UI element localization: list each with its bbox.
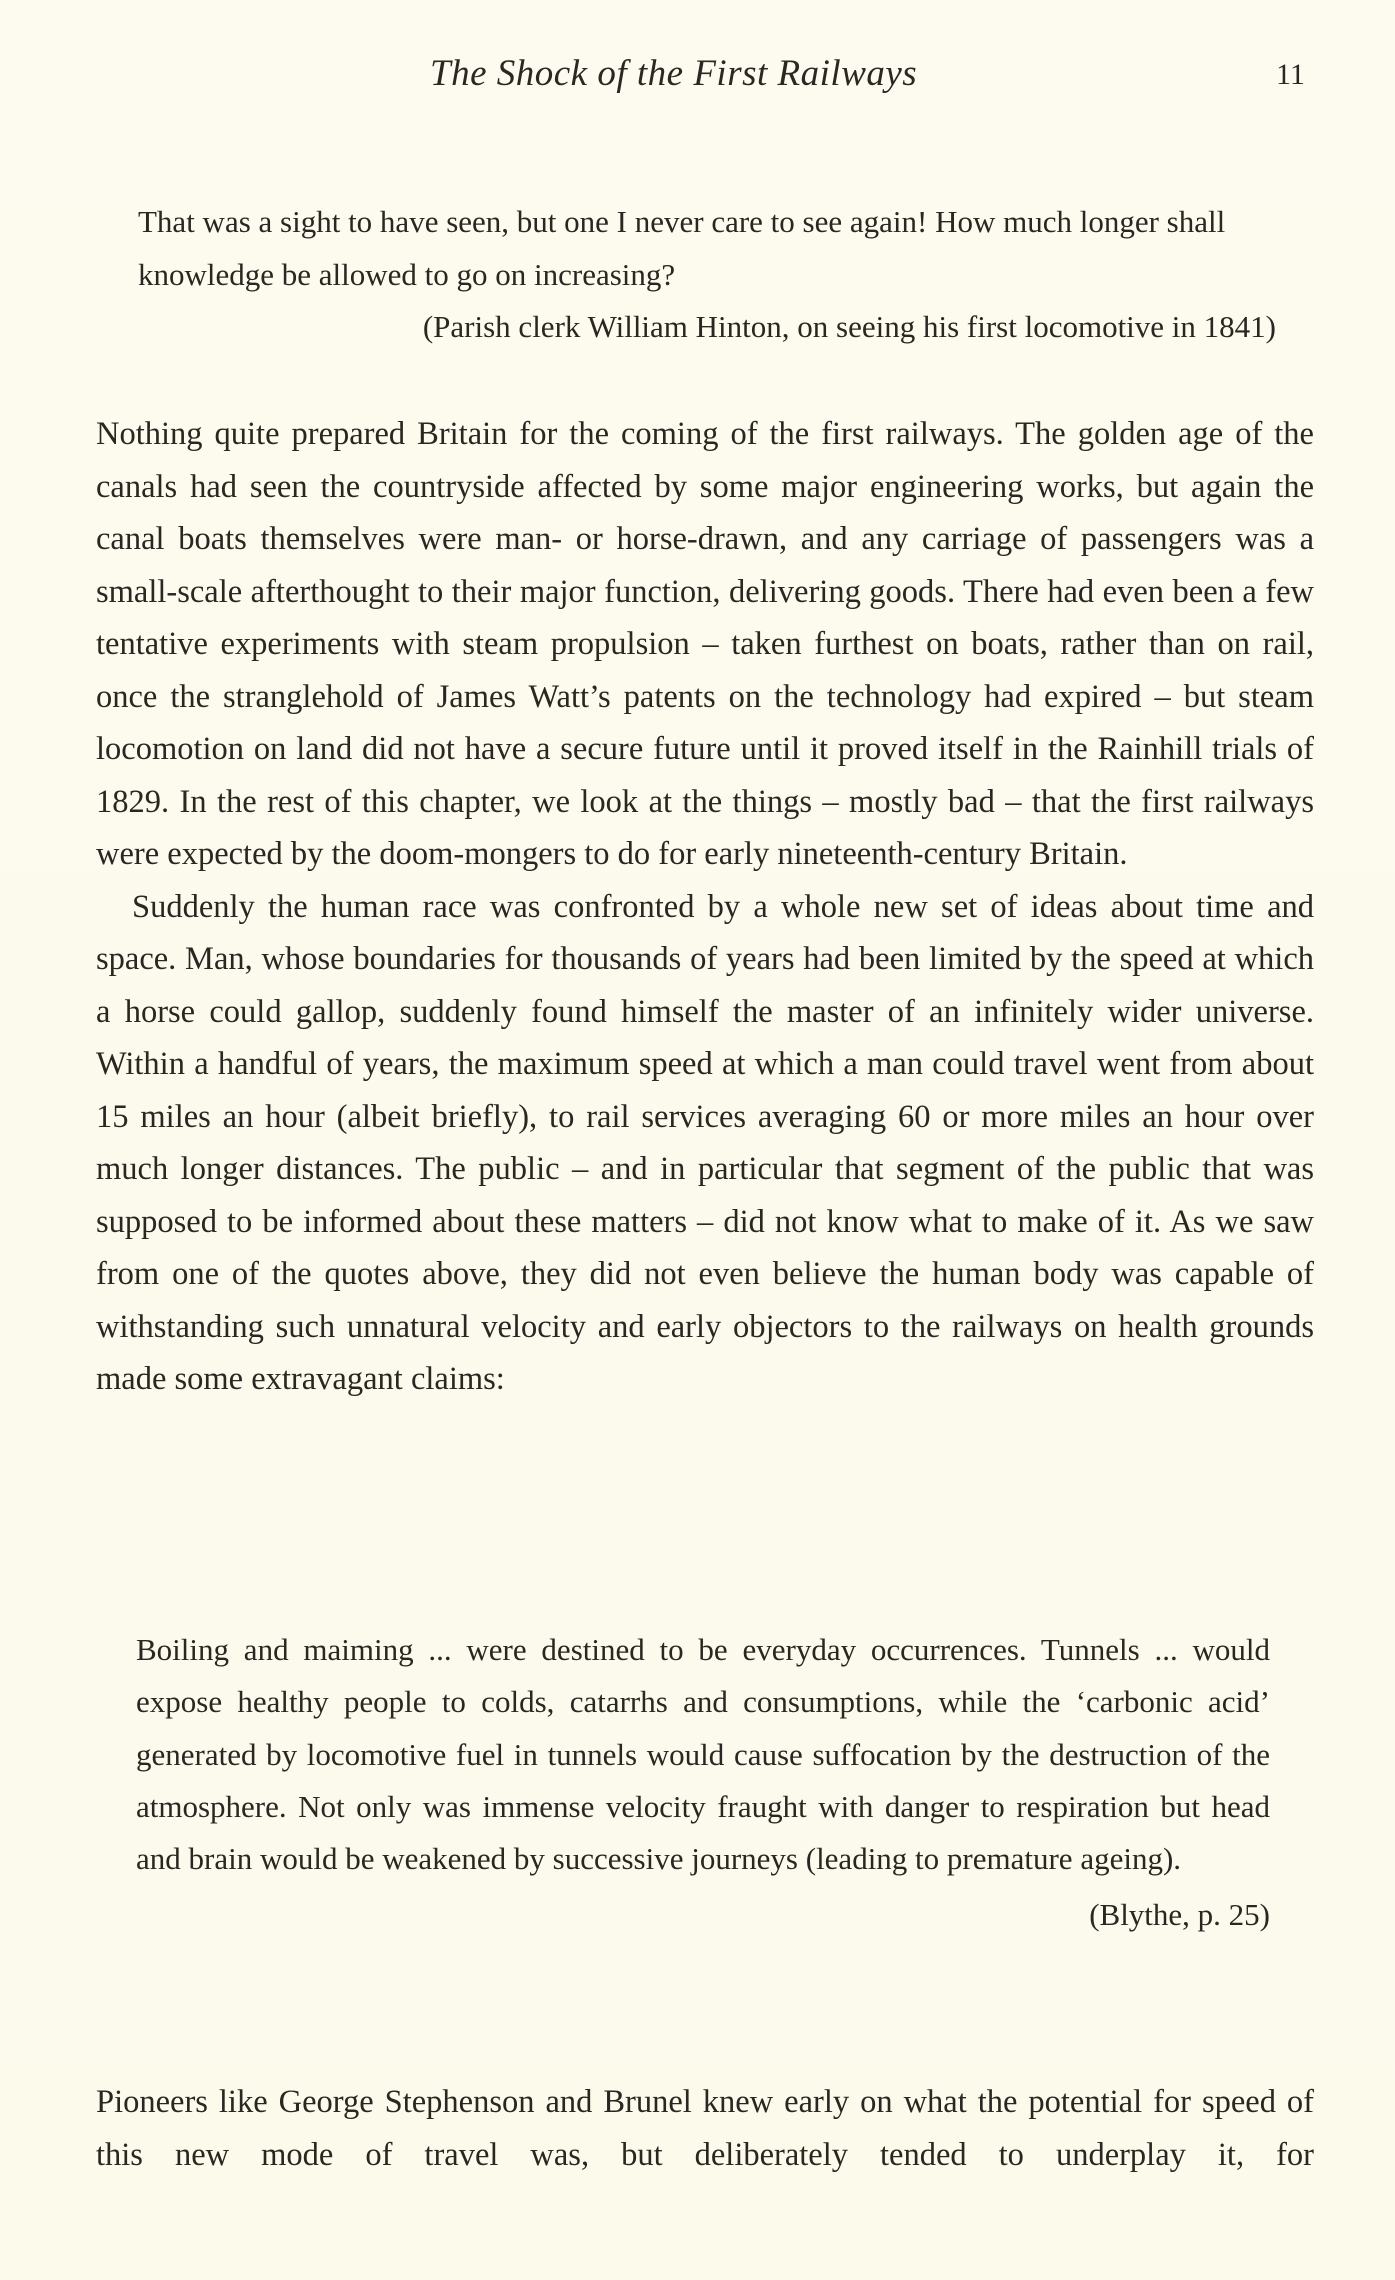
block-quote [136,1624,1270,1942]
running-header [0,52,1395,102]
epigraph-attribution: (Parish clerk William Hinton, on seeing his first locomotive in 1841) [422,309,1276,344]
closing-paragraph: Pioneers like George Stephenson and Brunel knew early on what the potential for speed of this new mode of travel was, but deliberately tended to underplay it, for [96,2084,1314,2173]
block-quote-text: Boiling and maiming ... were destined to be everyday occurrences. Tunnels ... would expose healthy people to colds, catarrhs and consumptions, while the ‘carbonic acid’ generated by locomotive fuel in tunnels would cause suffocation by the destruction of the atmosphere. Not only was immense velocity fraught with danger to respiration but head and brain would be weakened by successive journeys (leading to premature ageing). [136,1632,1270,1877]
epigraph [138,196,1276,354]
page-number: 11 [1276,58,1305,91]
block-quote-citation: (Blythe, p. 25) [1089,1897,1270,1933]
main-text [96,408,1314,1406]
body-paragraph-1: Nothing quite prepared Britain for the coming of the first railways. The golden age of the canals had seen the countryside affected by some major engineering works, but again the canal boats themselves were man- or horse-drawn, and any carriage of passengers was a small-scale afterthought to their major function, delivering goods. There had even been a few tentative experiments with steam propulsion – taken furthest on boats, rather than on rail, once the stranglehold of James Watt’s patents on the technology had expired – but steam locomotion on land did not have a secure future until it proved itself in the Rainhill trials of 1829. In the rest of this chapter, we look at the things – mostly bad – that the first railways were expected by the doom-mongers to do for early nineteenth-century Britain. [96,416,1314,872]
body-paragraph-2: Suddenly the human race was confronted by a whole new set of ideas about time and space. Man, whose boundaries for thousands of years had been limited by the speed at which a horse could gallop, suddenly found himself the master of an infinitely wider universe. Within a handful of years, the maximum speed at which a man could travel went from about 15 miles an hour (albeit briefly), to rail services averaging 60 or more miles an hour over much longer distances. The public – and in particular that segment of the public that was supposed to be informed about these matters – did not know what to make of it. As we saw from one of the quotes above, they did not even believe the human body was capable of withstanding such unnatural velocity and early objectors to the railways on health grounds made some extravagant claims: [96,888,1314,1397]
closing-text [96,2076,1314,2181]
running-title: The Shock of the First Railways [430,53,918,94]
epigraph-text: That was a sight to have seen, but one I never care to see again! How much longer shall knowledge be allowed to go on increasing? [138,204,1226,292]
